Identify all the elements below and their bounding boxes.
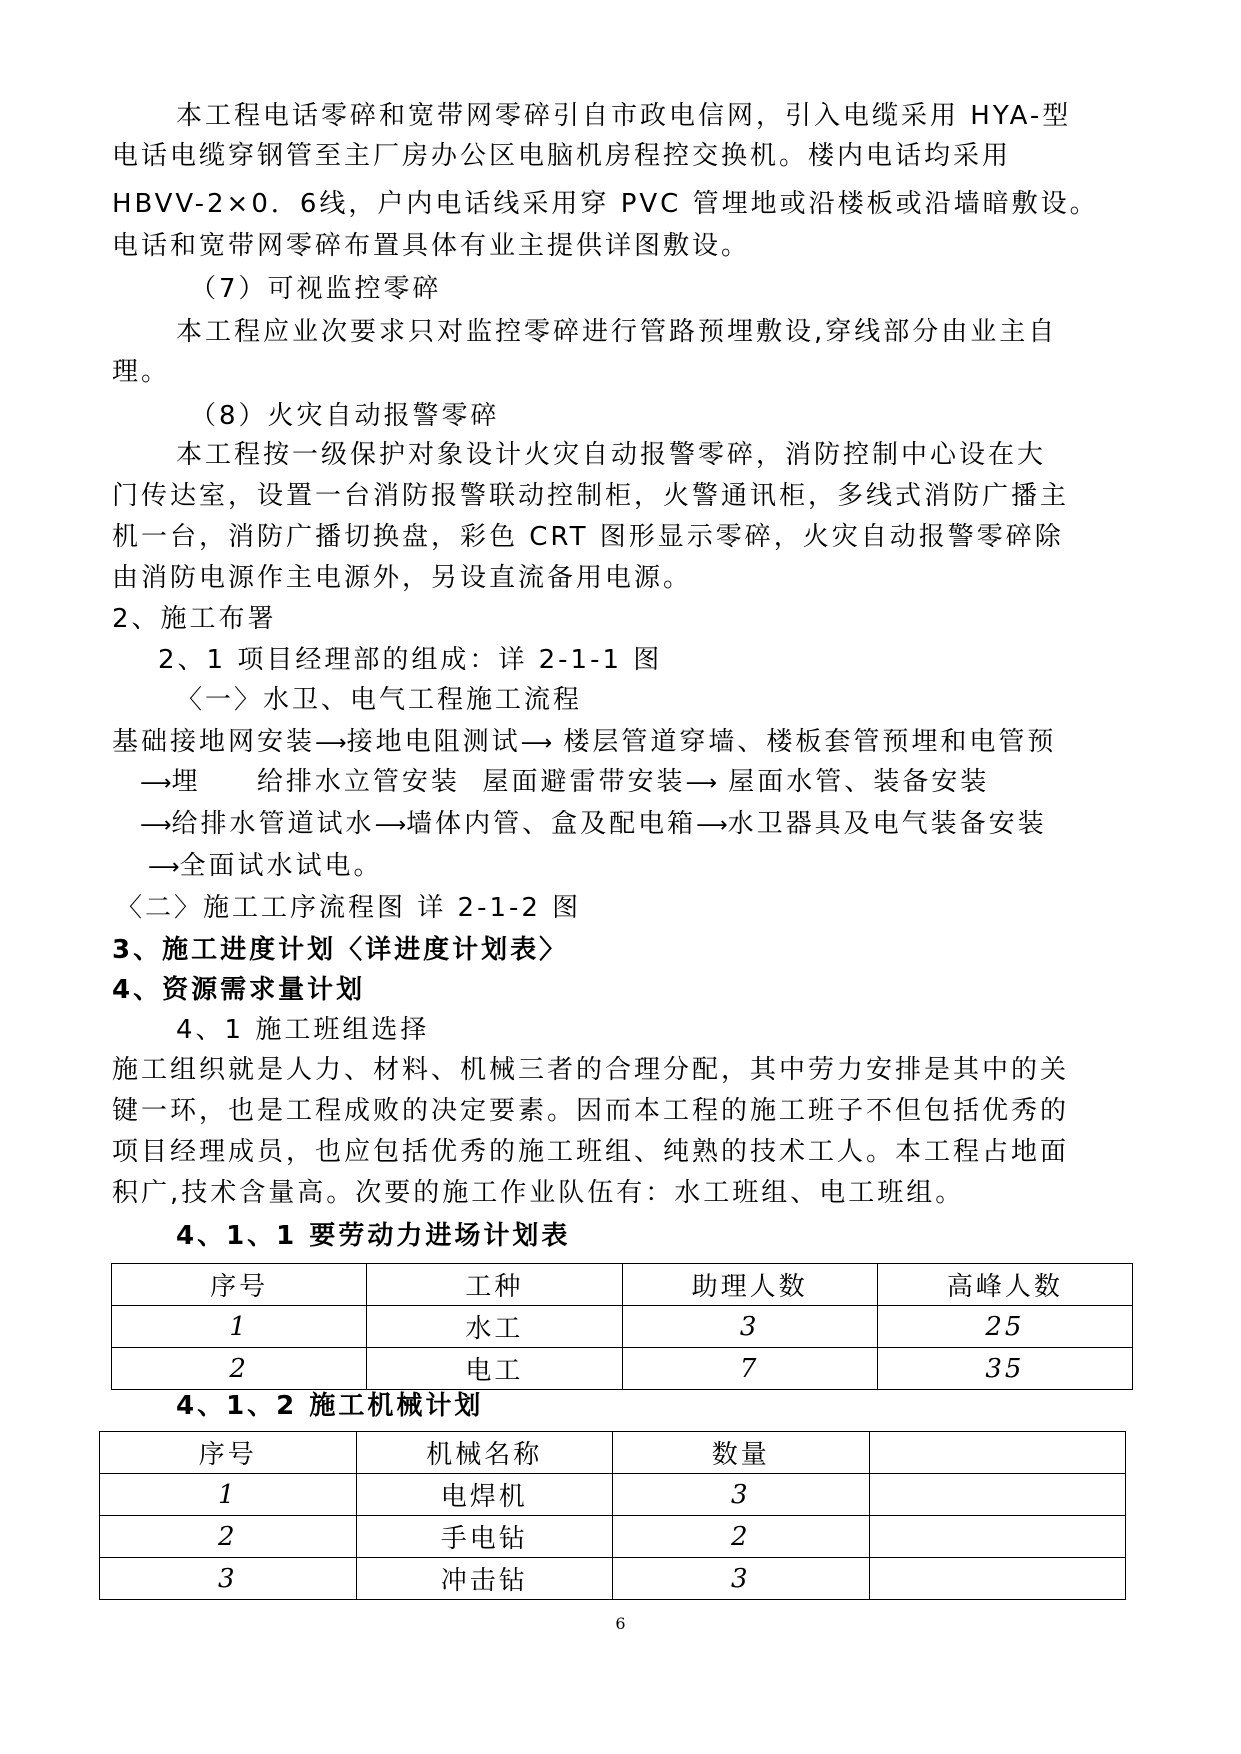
table-cell: 水工	[367, 1306, 622, 1348]
team-line-2: 键一环，也是工程成败的决定要素。因而本工程的施工班子不但包括优秀的	[112, 1096, 1070, 1126]
table-row	[112, 1306, 1133, 1348]
table-header-cell: 序号	[100, 1432, 357, 1474]
table-cell: 手电钻	[356, 1516, 613, 1558]
table-cell: 7	[622, 1348, 877, 1390]
flow-line-1	[112, 722, 1132, 764]
flow-step: 给排水管道试水	[171, 809, 375, 839]
flow-step: 墙体内管、盒及配电箱	[406, 809, 697, 839]
arrow-right-icon: ⟶	[374, 813, 407, 838]
flow-step: 接地电阻测试	[346, 727, 521, 757]
fire-line-3: 机一台，消防广播切换盘，彩色 CRT 图形显示零碎，火灾自动报警零碎除	[112, 522, 1064, 552]
cctv-heading: （7）可视监控零碎	[190, 274, 442, 304]
team-line-3: 项目经理成员，也应包括优秀的施工班组、纯熟的技术工人。本工程占地面	[112, 1137, 1070, 1167]
table-cell	[869, 1558, 1126, 1600]
telecom-line-4: 电话和宽带网零碎布置具体有业主提供详图敷设。	[112, 231, 751, 261]
arrow-right-icon: ⟶	[696, 813, 728, 838]
table-cell: 3	[613, 1474, 870, 1516]
flow-line-4	[148, 846, 1168, 888]
table-cell: 3	[622, 1306, 877, 1348]
table-cell: 1	[100, 1474, 357, 1516]
flow-step: 基础接地网安装	[112, 727, 316, 757]
table-row	[100, 1516, 1126, 1558]
fire-line-1: 本工程按一级保护对象设计火灾自动报警零碎，消防控制中心设在大	[176, 440, 1047, 470]
labor-plan-table	[111, 1263, 1133, 1390]
flow-heading: 〈一〉水卫、电气工程施工流程	[176, 685, 583, 715]
table-header-cell: 工种	[367, 1264, 622, 1306]
table-cell: 2	[112, 1348, 367, 1390]
flow-step: 楼层管道穿墙、楼板套管预埋和电管预	[563, 727, 1057, 757]
machine-table-title: 4、1、2 施工机械计划	[176, 1391, 484, 1421]
flow-step: 水卫器具及电气装备安装	[727, 809, 1047, 839]
table-cell: 2	[613, 1516, 870, 1558]
flow-line-3	[140, 804, 1160, 846]
cctv-line-2: 理。	[112, 357, 171, 387]
table-header-cell: 序号	[112, 1264, 367, 1306]
flow-step: 屋面水管、装备安装	[728, 767, 990, 797]
table-cell: 电焊机	[356, 1474, 613, 1516]
team-line-4: 积广,技术含量高。次要的施工作业队伍有：水工班组、电工班组。	[112, 1178, 965, 1208]
table-cell: 3	[100, 1558, 357, 1600]
arrow-right-icon: ⟶	[148, 855, 180, 880]
machine-plan-table	[99, 1431, 1126, 1600]
arrow-right-icon: ⟶	[315, 731, 347, 756]
table-cell: 冲击钻	[356, 1558, 613, 1600]
table-cell: 3	[613, 1558, 870, 1600]
table-cell: 电工	[367, 1348, 622, 1390]
table-header-cell	[869, 1432, 1126, 1474]
fire-line-4: 由消防电源作主电源外，另设直流备用电源。	[112, 563, 693, 593]
team-line-1: 施工组织就是人力、材料、机械三者的合理分配，其中劳力安排是其中的关	[112, 1055, 1070, 1085]
flow-step: 给排水立管安装	[256, 767, 460, 797]
fire-line-2: 门传达室，设置一台消防报警联动控制柜，火警通讯柜，多线式消防广播主	[112, 481, 1070, 511]
table-header-cell: 高峰人数	[877, 1264, 1132, 1306]
table-header-row	[100, 1432, 1126, 1474]
cctv-line-1: 本工程应业次要求只对监控零碎进行管路预埋敷设,穿线部分由业主自	[176, 317, 1058, 347]
table-row	[100, 1474, 1126, 1516]
arrow-right-icon: ⟶	[140, 813, 172, 838]
table-row	[100, 1558, 1126, 1600]
page-number: 6	[615, 1614, 626, 1633]
table-cell: 1	[112, 1306, 367, 1348]
flow-step: 全面试水试电。	[179, 851, 383, 881]
telecom-line-3: HBVV-2×0．6线，户内电话线采用穿 PVC 管埋地或沿楼板或沿墙暗敷设。	[112, 189, 1099, 219]
flow-step: 屋面避雷带安装	[482, 767, 686, 797]
table-cell	[869, 1516, 1126, 1558]
arrow-right-icon: ⟶	[140, 771, 172, 796]
arrow-right-icon: ⟶	[685, 771, 717, 796]
telecom-line-1: 本工程电话零碎和宽带网零碎引自市政电信网，引入电缆采用 HYA-型	[176, 101, 1072, 131]
flow-line-2	[140, 762, 1160, 804]
table-header-cell: 数量	[613, 1432, 870, 1474]
arrow-right-icon: ⟶	[520, 731, 553, 756]
section-2-heading: 2、施工布署	[112, 604, 277, 634]
table-header-cell: 助理人数	[622, 1264, 877, 1306]
table-row	[112, 1348, 1133, 1390]
section-4-1-heading: 4、1 施工班组选择	[176, 1015, 430, 1045]
section-4-heading: 4、资源需求量计划	[112, 975, 366, 1005]
table-cell: 2	[100, 1516, 357, 1558]
table-cell	[869, 1474, 1126, 1516]
labor-table-title: 4、1、1 要劳动力进场计划表	[176, 1221, 571, 1251]
section-2-1-heading: 2、1 项目经理部的组成：详 2-1-1 图	[158, 645, 663, 675]
section-3-heading: 3、施工进度计划〈详进度计划表〉	[112, 935, 569, 965]
flow-step: 埋	[171, 767, 201, 797]
flow-2-heading: 〈二〉施工工序流程图 详 2-1-2 图	[116, 893, 582, 923]
table-cell: 35	[877, 1348, 1132, 1390]
fire-heading: （8）火灾自动报警零碎	[190, 401, 500, 431]
table-header-cell: 机械名称	[356, 1432, 613, 1474]
table-cell: 25	[877, 1306, 1132, 1348]
telecom-line-2: 电话电缆穿钢管至主厂房办公区电脑机房程控交换机。楼内电话均采用	[112, 141, 1012, 171]
table-header-row	[112, 1264, 1133, 1306]
